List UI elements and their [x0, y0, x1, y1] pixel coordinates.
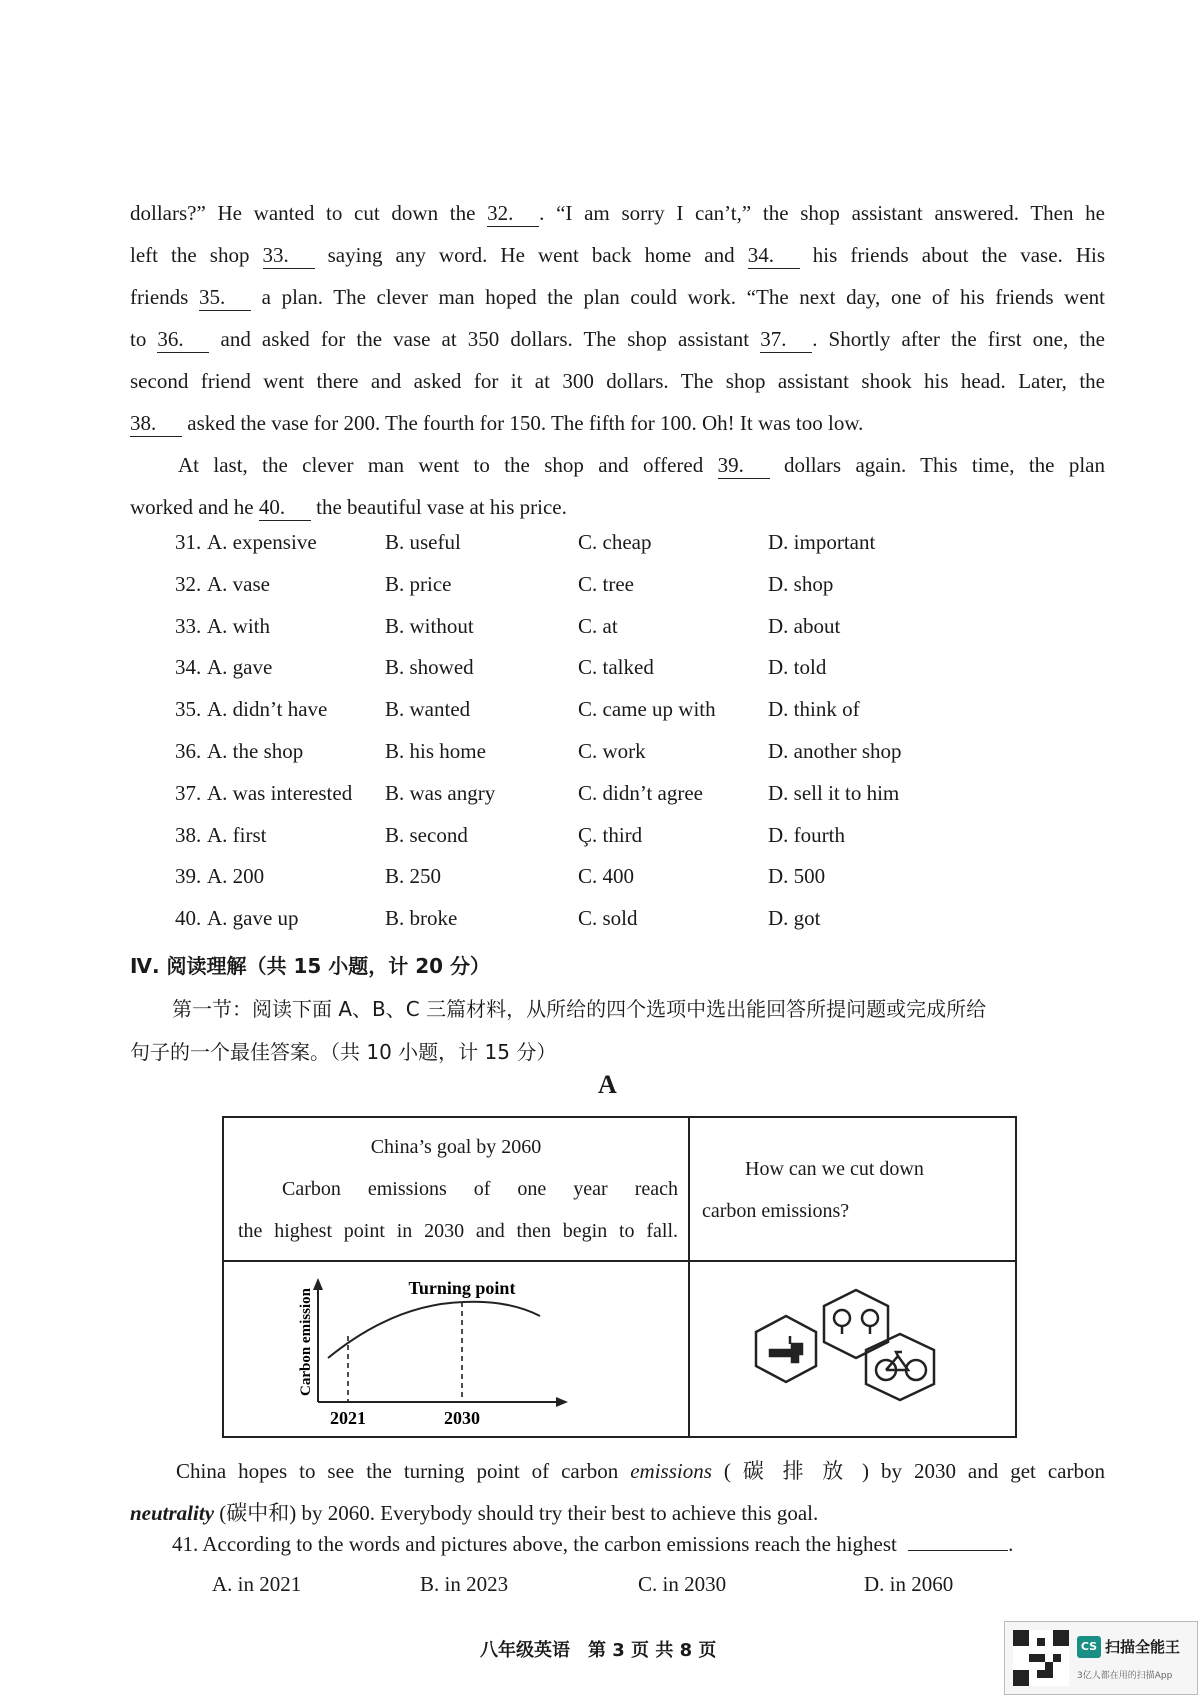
question-number: 37.	[175, 780, 202, 805]
saving-icons	[690, 1262, 1018, 1438]
blank-number[interactable]: 39.	[718, 452, 770, 479]
option-a[interactable]: A. vase	[207, 571, 270, 596]
option-c[interactable]: Ç. third	[578, 822, 643, 847]
question-number: 39.	[175, 864, 202, 889]
option-a[interactable]: A. 200	[207, 864, 265, 889]
passage-line	[130, 318, 1105, 360]
graph-title: Turning point	[408, 1278, 516, 1298]
option-b[interactable]: B. his home	[385, 738, 486, 763]
goal-line-2: the highest point in 2030 and then begin to fall.	[238, 1220, 678, 1242]
light-bulb-icon	[824, 1290, 888, 1358]
summary-line-1a: China hopes to see the turning point of carbon	[176, 1459, 631, 1483]
cloze-passage	[130, 192, 1105, 528]
option-b[interactable]: B. broke	[385, 906, 458, 931]
x-label-2021: 2021	[330, 1408, 366, 1428]
faucet-icon	[756, 1316, 816, 1382]
blank-number[interactable]: 37.	[760, 326, 812, 353]
option-b[interactable]: B. wanted	[385, 697, 471, 722]
question-41-blank	[908, 1550, 1008, 1551]
option-b[interactable]: B. showed	[385, 655, 474, 680]
option-a[interactable]: A. was interested	[207, 780, 353, 805]
passage-text: worked and he	[130, 495, 259, 519]
option-c[interactable]: C. didn’t agree	[578, 780, 703, 805]
passage-text: and asked for the vase at 350 dollars. The shop assistant	[209, 327, 761, 351]
option-a[interactable]: A. the shop	[207, 738, 304, 763]
instructions-line-1: 第一节：阅读下面 A、B、C 三篇材料，从所给的四个选项中选出能回答所提问题或完成所给	[172, 997, 987, 1021]
question-number: 33.	[175, 613, 202, 638]
blank-number[interactable]: 32.	[487, 200, 539, 227]
option-d[interactable]: D. about	[768, 613, 841, 638]
question-number: 34.	[175, 655, 202, 680]
option-a[interactable]: A. didn’t have	[207, 697, 328, 722]
graph-cell	[223, 1261, 689, 1437]
question-number: 40.	[175, 906, 202, 931]
q41-option-d[interactable]: D. in 2060	[864, 1572, 954, 1596]
y-axis-arrow-icon	[313, 1278, 323, 1290]
blank-number[interactable]: 34.	[748, 242, 800, 269]
bicycle-icon	[866, 1334, 934, 1400]
passage-text: second friend went there and asked for it at 300 dollars. The shop assistant shook his head. Later, the	[130, 369, 1105, 393]
section-heading: Ⅳ. 阅读理解（共 15 小题，计 20 分）	[130, 954, 491, 978]
option-b[interactable]: B. was angry	[385, 780, 496, 805]
blank-number[interactable]: 40.	[259, 494, 311, 521]
question-41-stem: 41. According to the words and pictures above, the carbon emissions reach the highest	[172, 1532, 897, 1556]
passage-text: his friends about the vase. His	[799, 243, 1106, 267]
page-footer: 八年级英语 第 3 页 共 8 页	[480, 1640, 717, 1661]
emission-graph	[224, 1262, 688, 1438]
q41-option-a[interactable]: A. in 2021	[212, 1572, 302, 1596]
passage-line	[130, 402, 1105, 444]
passage-letter: A	[598, 1070, 617, 1099]
option-c[interactable]: C. came up with	[578, 697, 716, 722]
option-c[interactable]: C. talked	[578, 655, 654, 680]
passage-line	[130, 444, 1105, 486]
passage-text: the beautiful vase at his price.	[310, 495, 567, 519]
option-c[interactable]: C. at	[578, 613, 618, 638]
passage-text: saying any word. He went back home and	[314, 243, 748, 267]
question-number: 36.	[175, 738, 202, 763]
summary-neutrality: neutrality	[130, 1501, 215, 1525]
summary-line-1b: ( 碳 排 放 ) by 2030 and get carbon	[711, 1459, 1105, 1483]
option-d[interactable]: D. another shop	[768, 738, 902, 763]
question-number: 35.	[175, 697, 202, 722]
question-line-2: carbon emissions?	[702, 1200, 850, 1222]
option-a[interactable]: A. with	[207, 613, 270, 638]
option-c[interactable]: C. cheap	[578, 530, 652, 554]
blank-number[interactable]: 36.	[157, 326, 209, 353]
option-d[interactable]: D. think of	[768, 697, 860, 722]
passage-line	[130, 486, 1105, 528]
instructions-line-2: 句子的一个最佳答案。（共 10 小题，计 15 分）	[130, 1040, 557, 1064]
scanner-badge	[1004, 1621, 1198, 1695]
option-a[interactable]: A. gave up	[207, 906, 299, 931]
question-number: 38.	[175, 822, 202, 847]
passage-text: dollars again. This time, the plan	[769, 453, 1105, 477]
passage-text: a plan. The clever man hoped the plan could work. “The next day, one of his friends went	[250, 285, 1105, 309]
option-d[interactable]: D. told	[768, 655, 827, 680]
passage-text: At last, the clever man went to the shop and offered	[178, 453, 718, 477]
blank-number[interactable]: 33.	[263, 242, 315, 269]
app-tagline: 3亿人都在用的扫描App	[1077, 1671, 1173, 1681]
question-cell	[689, 1117, 1016, 1261]
option-a[interactable]: A. expensive	[207, 530, 317, 554]
q41-option-c[interactable]: C. in 2030	[638, 1572, 727, 1596]
option-c[interactable]: C. work	[578, 738, 646, 763]
blank-number[interactable]: 35.	[199, 284, 251, 311]
y-axis-label: Carbon emission	[298, 1288, 314, 1396]
question-number: 32.	[175, 571, 202, 596]
summary-paragraph	[130, 1450, 1105, 1534]
option-d[interactable]: D. sell it to him	[768, 780, 900, 805]
passage-text: friends	[130, 285, 199, 309]
blank-number[interactable]: 38.	[130, 410, 182, 437]
passage-line	[130, 192, 1105, 234]
goal-title: China’s goal by 2060	[370, 1136, 542, 1158]
question-41: 41. According to the words and pictures above, the carbon emissions reach the highest .	[172, 1532, 1014, 1556]
qr-code-icon	[1013, 1630, 1069, 1686]
option-b[interactable]: B. 250	[385, 864, 442, 889]
option-d[interactable]: D. shop	[768, 571, 834, 596]
option-d[interactable]: D. got	[768, 906, 821, 931]
passage-text: dollars?” He wanted to cut down the	[130, 201, 488, 225]
option-c[interactable]: C. sold	[578, 906, 638, 931]
option-d[interactable]: D. 500	[768, 864, 826, 889]
option-d[interactable]: D. important	[768, 530, 876, 554]
passage-line	[130, 360, 1105, 402]
icons-cell	[689, 1261, 1016, 1437]
info-table	[222, 1116, 1017, 1438]
option-a[interactable]: A. first	[207, 822, 267, 847]
summary-emissions: emissions	[630, 1459, 712, 1483]
goal-cell	[223, 1117, 689, 1261]
question-line-1: How can we cut down	[745, 1158, 924, 1180]
passage-text: left the shop	[130, 243, 263, 267]
passage-text: . Shortly after the first one, the	[812, 327, 1105, 351]
passage-text: to	[130, 327, 158, 351]
q41-option-b[interactable]: B. in 2023	[420, 1572, 509, 1596]
option-c[interactable]: C. tree	[578, 571, 634, 596]
option-b[interactable]: B. second	[385, 822, 468, 847]
passage-text: asked the vase for 200. The fourth for 150. The fifth for 100. Oh! It was too low.	[182, 411, 864, 435]
cs-logo-icon: CS	[1077, 1636, 1101, 1658]
passage-line	[130, 234, 1105, 276]
option-a[interactable]: A. gave	[207, 655, 273, 680]
option-b[interactable]: B. useful	[385, 530, 461, 554]
passage-line	[130, 276, 1105, 318]
summary-line-2b: (碳中和) by 2060. Everybody should try their best to achieve this goal.	[214, 1501, 819, 1525]
passage-text: . “I am sorry I can’t,” the shop assistant answered. Then he	[539, 201, 1105, 225]
option-d[interactable]: D. fourth	[768, 822, 845, 847]
option-b[interactable]: B. without	[385, 613, 474, 638]
emission-curve	[328, 1302, 540, 1358]
app-name: 扫描全能王	[1105, 1638, 1181, 1656]
question-number: 31.	[175, 530, 202, 554]
x-label-2030: 2030	[444, 1408, 480, 1428]
x-axis-arrow-icon	[556, 1397, 568, 1407]
goal-line-1: Carbon emissions of one year reach	[282, 1178, 678, 1200]
option-b[interactable]: B. price	[385, 571, 452, 596]
option-c[interactable]: C. 400	[578, 864, 635, 889]
